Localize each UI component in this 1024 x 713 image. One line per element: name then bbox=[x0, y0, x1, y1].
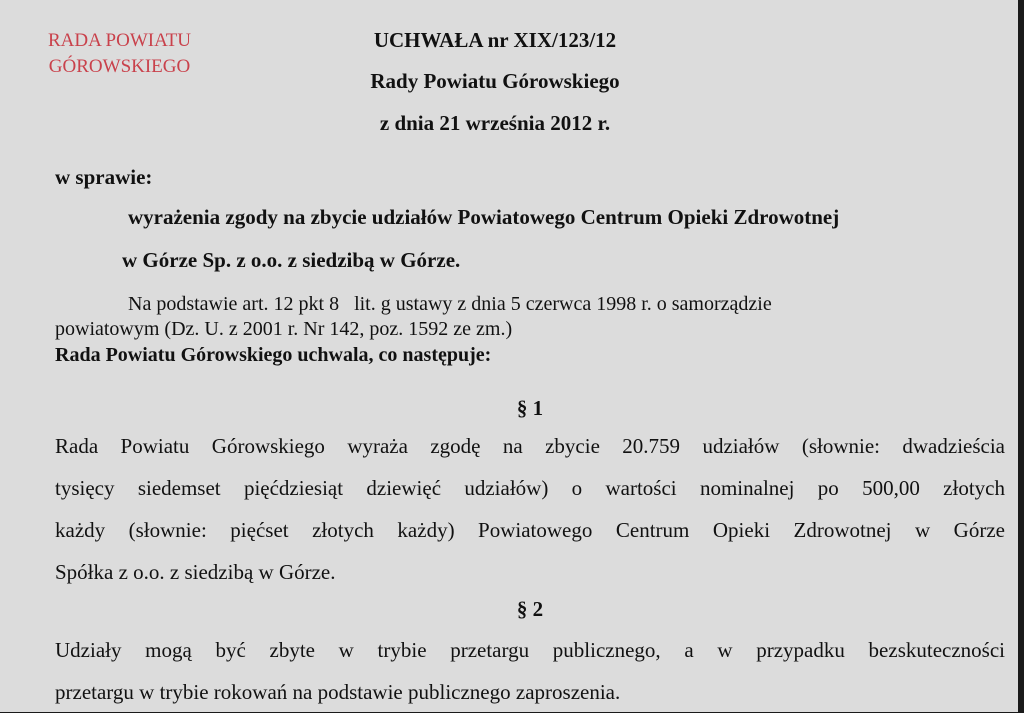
section-1-line-2: tysięcy siedemset pięćdziesiąt dziewięć udziałów) o wartości nominalnej po 500,00 złotych bbox=[55, 476, 1005, 500]
stamp-line-1: RADA POWIATU bbox=[48, 30, 192, 51]
resolution-date: z dnia 21 września 2012 r. bbox=[379, 111, 611, 135]
subject-line-2: w Górze Sp. z o.o. z siedzibą w Górze. bbox=[122, 248, 461, 272]
subject-line-1: wyrażenia zgody na zbycie udziałów Powiatowego Centrum Opieki Zdrowotnej bbox=[128, 205, 840, 229]
resolution-issuer: Rady Powiatu Górowskiego bbox=[370, 69, 620, 93]
subject-label: w sprawie: bbox=[55, 165, 153, 189]
section-2-line-2: przetargu w trybie rokowań na podstawie publicznego zaproszenia. bbox=[55, 680, 621, 704]
legal-basis-line-2: powiatowym (Dz. U. z 2001 r. Nr 142, poz. 1592 ze zm.) bbox=[55, 318, 513, 340]
section-1-line-3: każdy (słownie: pięćset złotych każdy) Powiatowego Centrum Opieki Zdrowotnej w Górze bbox=[55, 518, 1005, 542]
section-1-line-4: Spółka z o.o. z siedzibą w Górze. bbox=[55, 560, 336, 584]
section-1-heading: § 1 bbox=[516, 396, 544, 420]
stamp-line-2: GÓROWSKIEGO bbox=[48, 56, 191, 77]
council-stamp bbox=[48, 28, 191, 80]
resolves-clause: Rada Powiatu Górowskiego uchwala, co następuje: bbox=[55, 344, 492, 366]
section-1-line-1: Rada Powiatu Górowskiego wyraża zgodę na zbycie 20.759 udziałów (słownie: dwadzieścia bbox=[55, 434, 1005, 458]
resolution-title: UCHWAŁA nr XIX/123/12 bbox=[373, 28, 617, 52]
section-2-heading: § 2 bbox=[516, 597, 544, 621]
legal-basis-line-1: Na podstawie art. 12 pkt 8 lit. g ustawy z dnia 5 czerwca 1998 r. o samorządzie bbox=[128, 293, 772, 315]
section-2-line-1: Udziały mogą być zbyte w trybie przetargu publicznego, a w przypadku bezskuteczności bbox=[55, 638, 1005, 662]
